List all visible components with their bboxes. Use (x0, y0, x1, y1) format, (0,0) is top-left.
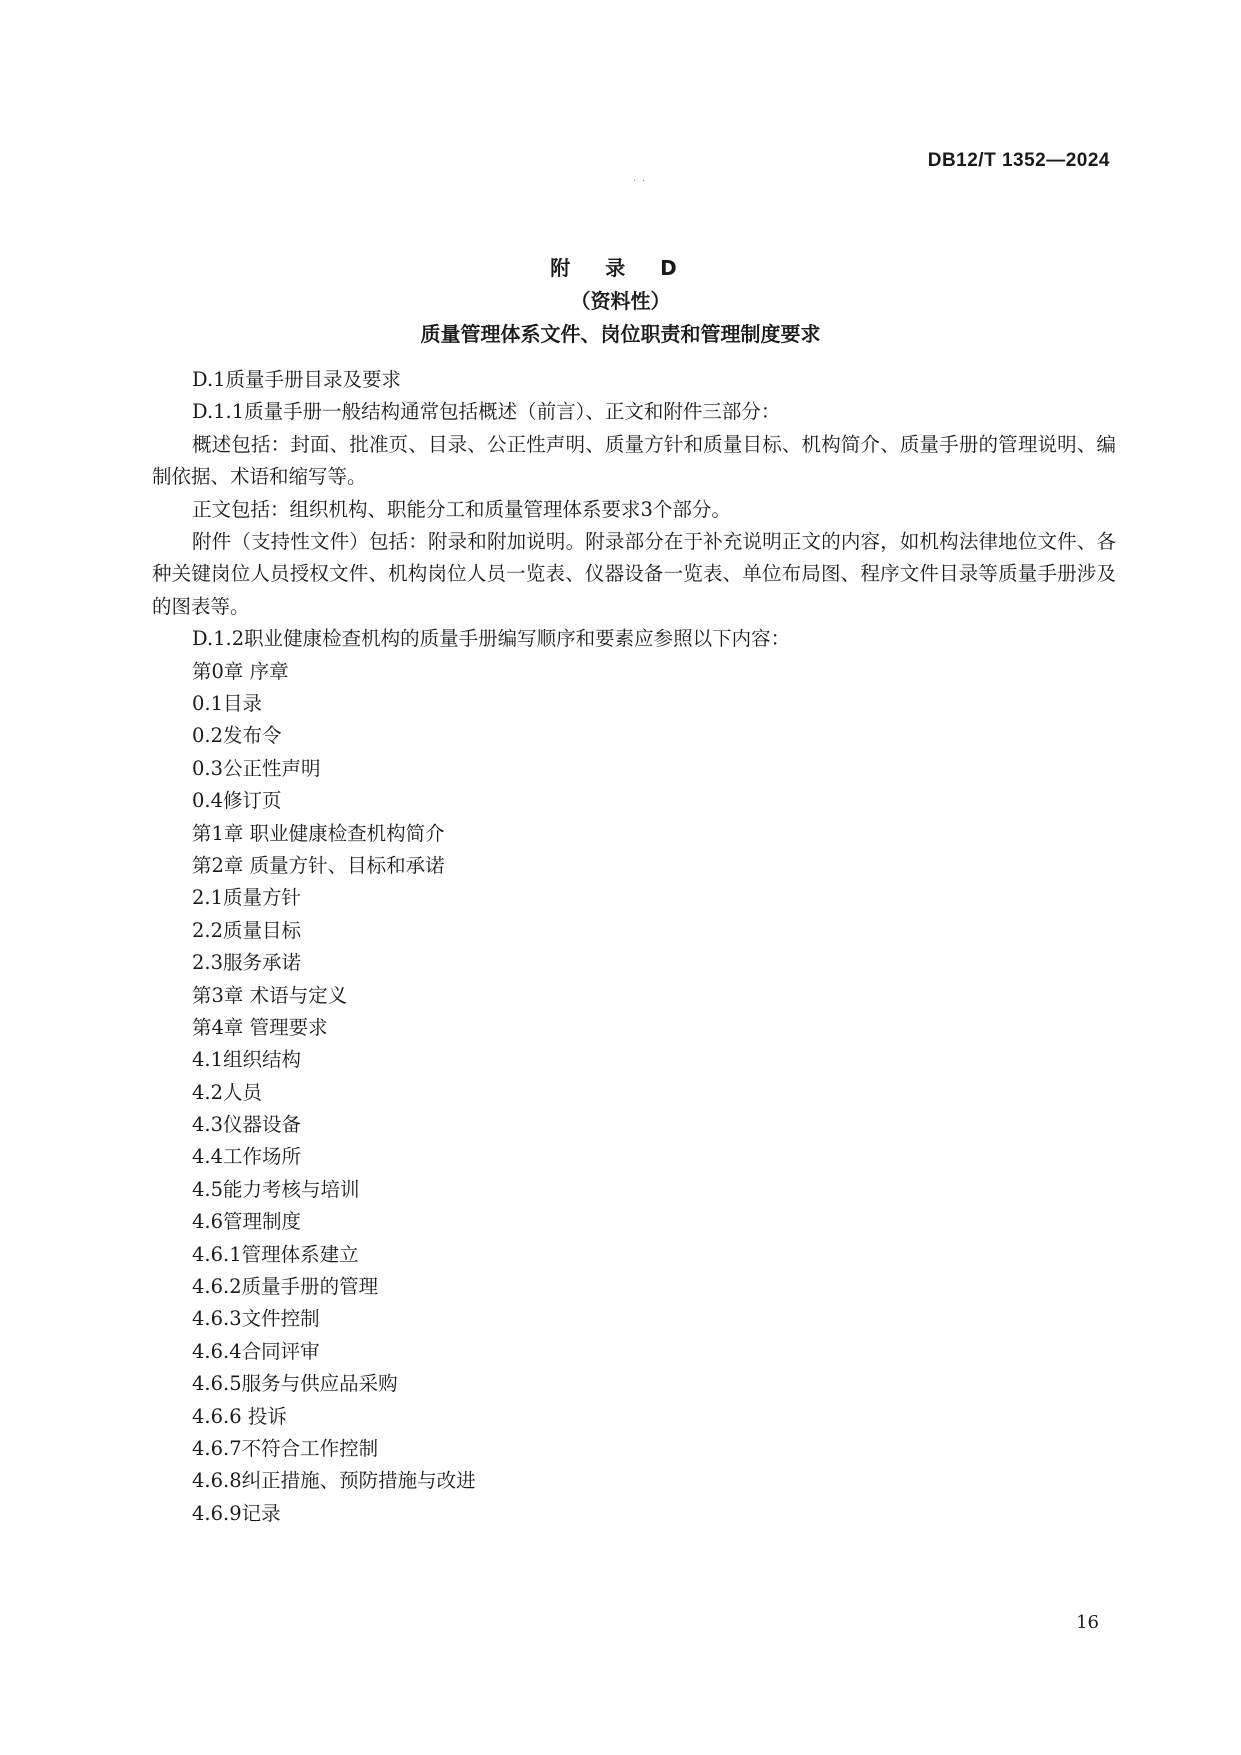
toc-item: 2.2质量目标 (192, 918, 302, 942)
toc-item: 第4章 管理要求 (192, 1015, 328, 1039)
toc-item: 4.6.3文件控制 (192, 1307, 320, 1331)
toc-item: 4.5能力考核与培训 (192, 1177, 360, 1201)
toc-item: 0.1目录 (192, 691, 263, 715)
toc-item: 4.6.6 投诉 (192, 1404, 287, 1428)
toc-item: 0.4修订页 (192, 789, 282, 813)
toc-item: 4.4工作场所 (192, 1145, 302, 1169)
toc-item: 第0章 序章 (192, 659, 289, 683)
appendix-title: 质量管理体系文件、岗位职责和管理制度要求 (420, 322, 821, 346)
toc-item: 第2章 质量方针、目标和承诺 (192, 853, 445, 877)
standard-code: DB12/T 1352—2024 (927, 150, 1110, 171)
toc-item: 0.3公正性声明 (192, 756, 321, 780)
toc-item: 0.2发布令 (192, 724, 282, 748)
toc-item: 4.3仪器设备 (192, 1113, 302, 1137)
toc-item: 4.6管理制度 (192, 1210, 302, 1234)
toc-item: 4.6.7不符合工作控制 (192, 1436, 379, 1460)
toc-item: 2.1质量方针 (192, 886, 302, 910)
toc-item: 4.6.4合同评审 (192, 1339, 320, 1363)
paragraph-main-text: 正文包括：组织机构、职能分工和质量管理体系要求3个部分。 (192, 497, 731, 521)
toc-list (152, 656, 1116, 1531)
toc-item: 4.6.9记录 (192, 1501, 281, 1525)
toc-item: 4.6.2质量手册的管理 (192, 1275, 379, 1299)
toc-item: 4.1组织结构 (192, 1048, 302, 1072)
paragraph-overview: 概述包括：封面、批准页、目录、公正性声明、质量方针和质量目标、机构简介、质量手册的管理说明、编制依据、术语和缩写等。 (152, 432, 1116, 489)
toc-item: 4.6.5服务与供应品采购 (192, 1372, 398, 1396)
toc-item: 4.2人员 (192, 1080, 263, 1104)
appendix-label: 附 录 D (550, 256, 691, 280)
paragraph-attachments: 附件（支持性文件）包括：附录和附加说明。附录部分在于补充说明正文的内容，如机构法律地位文件、各种关键岗位人员授权文件、机构岗位人员一览表、仪器设备一览表、单位布局图、程序文件目录等质量手册涉及的图表等。 (152, 529, 1116, 618)
toc-item: 第3章 术语与定义 (192, 983, 348, 1007)
section-d12: D.1.2职业健康检查机构的质量手册编写顺序和要素应参照以下内容： (192, 627, 791, 651)
toc-item: 第1章 职业健康检查机构简介 (192, 821, 445, 845)
section-d11: D.1.1质量手册一般结构通常包括概述（前言）、正文和附件三部分： (192, 400, 781, 424)
scan-dots: ·· (633, 176, 652, 187)
appendix-nature: （资料性） (570, 289, 671, 313)
toc-item: 2.3服务承诺 (192, 951, 302, 975)
page-number: 16 (1076, 1612, 1099, 1633)
appendix-titles (0, 252, 1241, 351)
toc-item: 4.6.8纠正措施、预防措施与改进 (192, 1469, 476, 1493)
section-heading-d1: D.1质量手册目录及要求 (192, 368, 402, 391)
toc-item: 4.6.1管理体系建立 (192, 1242, 359, 1266)
document-body (152, 364, 1116, 1530)
